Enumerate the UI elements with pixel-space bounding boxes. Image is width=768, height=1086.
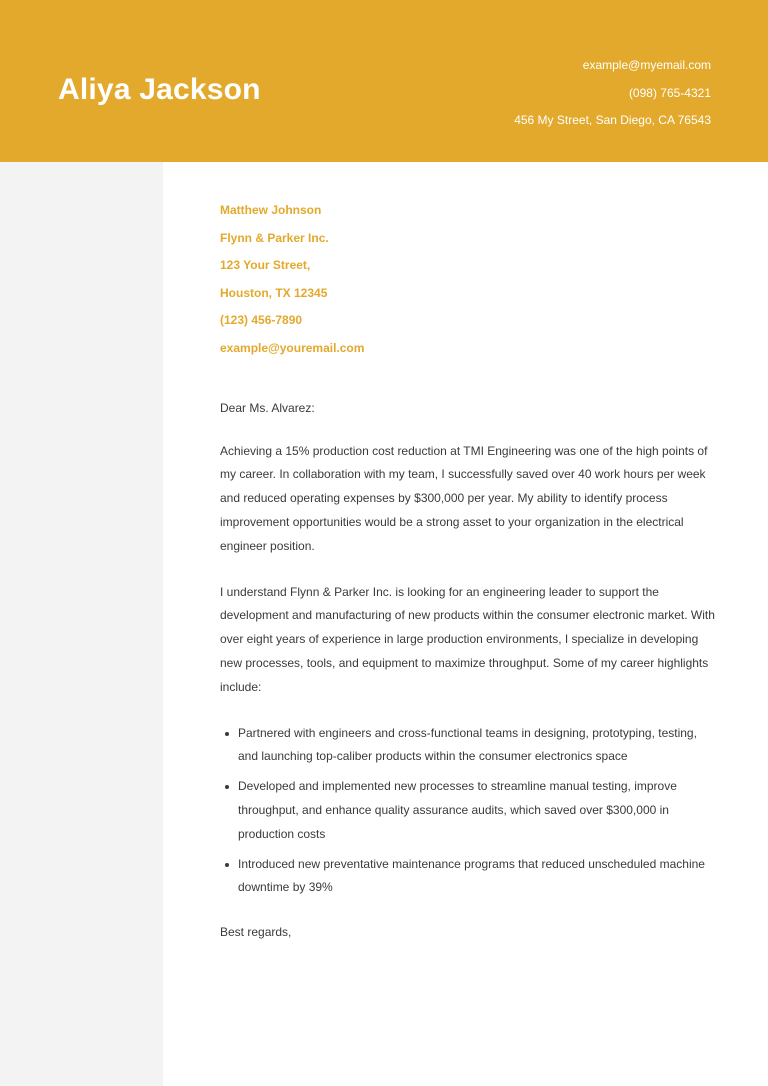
letter-body xyxy=(220,200,720,942)
header-banner xyxy=(0,0,768,162)
list-item xyxy=(238,722,720,770)
recipient-company: Flynn & Parker Inc. xyxy=(220,230,329,245)
sender-name: Aliya Jackson xyxy=(58,73,261,106)
list-item xyxy=(238,853,720,901)
salutation: Dear Ms. Alvarez: xyxy=(220,400,315,415)
recipient-email: example@youremail.com xyxy=(220,340,365,355)
closing: Best regards, xyxy=(220,925,292,940)
recipient-street: 123 Your Street, xyxy=(220,258,311,273)
paragraph-1: Achieving a 15% production cost reduction at TMI Engineering was one of the high points of my career. In collaboration with my team, I successfully saved over 40 work hours per week and reduced operating expenses by $300,000 per year. My ability to identify process improvement opportunities would be a strong asset to your organization in the electrical engineer position. xyxy=(220,443,708,553)
recipient-city: Houston, TX 12345 xyxy=(220,285,328,300)
list-item xyxy=(238,775,720,846)
sender-contact xyxy=(514,56,711,139)
sender-address: 456 My Street, San Diego, CA 76543 xyxy=(514,113,711,127)
recipient-name: Matthew Johnson xyxy=(220,203,322,217)
list-item-text: Developed and implemented new processes to streamline manual testing, improve throughput, and enhance quality assurance audits, which saved over $300,000 in production costs xyxy=(238,779,677,841)
sender-phone: (098) 765-4321 xyxy=(628,85,711,100)
bullet-icon xyxy=(225,732,229,736)
highlights-list xyxy=(220,722,720,901)
left-sidebar xyxy=(0,162,163,1086)
bullet-icon xyxy=(225,863,229,867)
list-item-text: Introduced new preventative maintenance programs that reduced unscheduled machine downtime by 39% xyxy=(238,856,705,895)
recipient-block xyxy=(220,200,720,366)
paragraph-2: I understand Flynn & Parker Inc. is looking for an engineering leader to support the development and manufacturing of new products within the consumer electronic market. With over eight years of experience in large production environments, I specialize in developing new processes, tools, and equipment to maximize throughput. Some of my career highlights include: xyxy=(220,584,715,694)
sender-email: example@myemail.com xyxy=(582,58,711,72)
list-item-text: Partnered with engineers and cross-functional teams in designing, prototyping, testing, and launching top-caliber products within the consumer electronics space xyxy=(238,725,697,764)
recipient-phone: (123) 456-7890 xyxy=(220,313,303,328)
bullet-icon xyxy=(225,785,229,789)
